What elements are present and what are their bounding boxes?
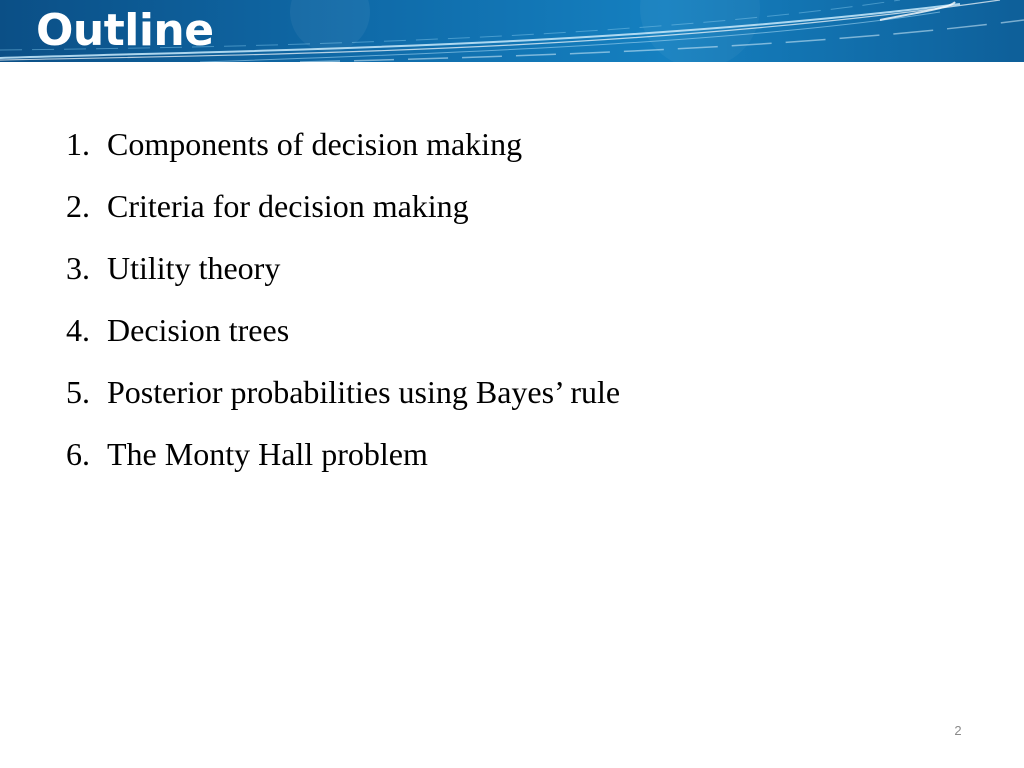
- list-item: [66, 304, 620, 366]
- item-number: 1.: [66, 126, 90, 162]
- slide-title: Outline: [36, 5, 214, 56]
- item-number: 2.: [66, 188, 90, 224]
- list-item: [66, 428, 620, 490]
- page-number: 2: [954, 723, 962, 738]
- list-item: [66, 366, 620, 428]
- item-text: Criteria for decision making: [107, 188, 469, 224]
- item-text: Components of decision making: [107, 126, 523, 162]
- list-item: [66, 118, 620, 180]
- list-item: [66, 180, 620, 242]
- item-text: Utility theory: [107, 250, 281, 286]
- item-text: Decision trees: [107, 312, 290, 348]
- list-item: [66, 242, 620, 304]
- outline-list: [66, 118, 620, 490]
- item-number: 3.: [66, 250, 90, 286]
- item-text: The Monty Hall problem: [107, 436, 428, 472]
- item-number: 4.: [66, 312, 90, 348]
- item-number: 6.: [66, 436, 90, 472]
- item-number: 5.: [66, 374, 90, 410]
- item-text: Posterior probabilities using Bayes’ rule: [107, 374, 621, 410]
- title-banner: [0, 0, 1024, 62]
